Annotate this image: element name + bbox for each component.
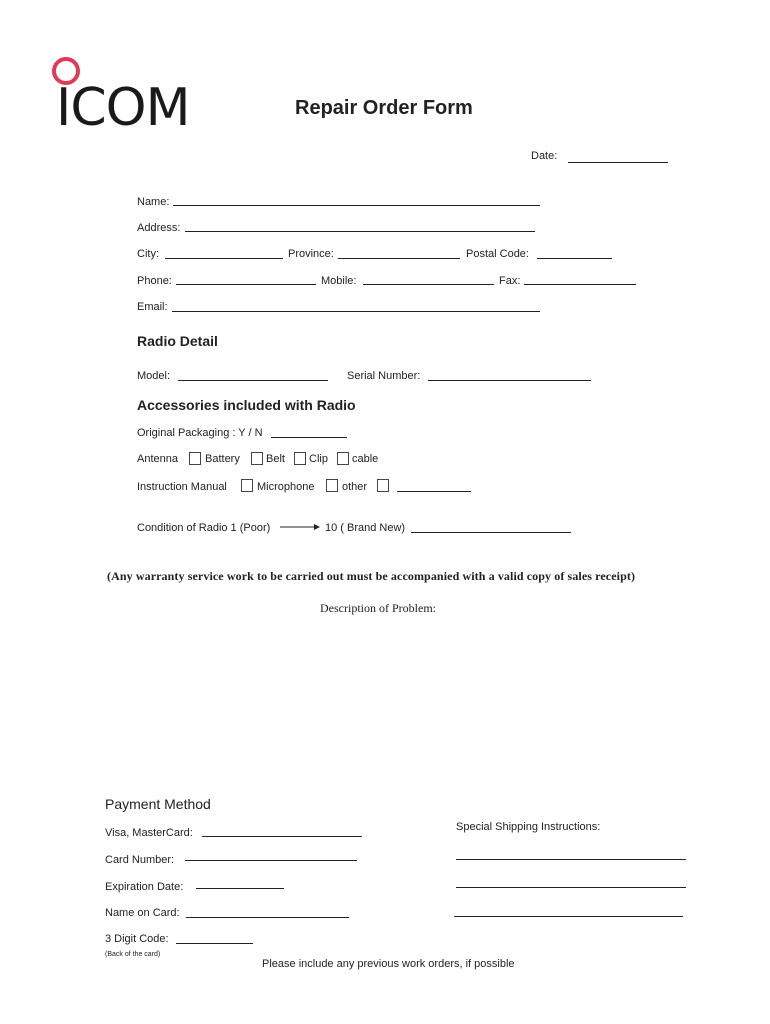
warranty-note: (Any warranty service work to be carried out must be accompanied with a valid copy of sales receipt): [107, 569, 636, 583]
battery-label: Battery: [205, 453, 240, 465]
serial-number-label: Serial Number:: [347, 370, 421, 382]
condition-end-label: 10 ( Brand New): [325, 522, 406, 534]
expiration-date-field[interactable]: [196, 888, 284, 889]
date-label: Date:: [531, 150, 558, 162]
accessories-heading: Accessories included with Radio: [137, 397, 356, 413]
address-field[interactable]: [185, 231, 535, 232]
province-label: Province:: [288, 248, 334, 260]
microphone-checkbox[interactable]: [326, 479, 338, 492]
description-area[interactable]: [105, 620, 665, 785]
model-label: Model:: [137, 370, 171, 382]
address-label: Address:: [137, 222, 181, 234]
logo-text: ICOM: [56, 78, 190, 138]
model-field[interactable]: [178, 380, 328, 381]
phone-field[interactable]: [176, 284, 316, 285]
city-field[interactable]: [165, 258, 283, 259]
cvv-field[interactable]: [176, 943, 253, 944]
card-type-label: Visa, MasterCard:: [105, 827, 193, 839]
email-label: Email:: [137, 301, 168, 313]
arrow-right-icon: [280, 522, 320, 532]
instruction-manual-checkbox[interactable]: [241, 479, 253, 492]
microphone-label: Microphone: [257, 481, 315, 493]
fax-label: Fax:: [499, 275, 521, 287]
radio-detail-heading: Radio Detail: [137, 333, 218, 349]
battery-checkbox[interactable]: [251, 452, 263, 465]
other-field[interactable]: [397, 491, 471, 492]
footer-note: Please include any previous work orders, if possible: [262, 958, 515, 970]
cable-label: cable: [352, 453, 379, 465]
cvv-label: 3 Digit Code:: [105, 933, 169, 945]
condition-field[interactable]: [411, 532, 571, 533]
card-type-field[interactable]: [202, 836, 362, 837]
phone-label: Phone:: [137, 275, 172, 287]
name-on-card-field[interactable]: [186, 917, 349, 918]
province-field[interactable]: [338, 258, 460, 259]
postal-code-field[interactable]: [537, 258, 612, 259]
original-packaging-field[interactable]: [271, 437, 347, 438]
belt-label: Belt: [266, 453, 285, 465]
payment-method-heading: Payment Method: [105, 796, 211, 812]
expiration-date-label: Expiration Date:: [105, 881, 184, 893]
card-number-field[interactable]: [185, 860, 357, 861]
serial-number-field[interactable]: [428, 380, 591, 381]
city-label: City:: [137, 248, 159, 260]
antenna-label: Antenna: [137, 453, 178, 465]
belt-checkbox[interactable]: [294, 452, 306, 465]
other-label: other: [342, 481, 368, 493]
clip-checkbox[interactable]: [337, 452, 349, 465]
cvv-note: (Back of the card): [105, 951, 161, 958]
antenna-checkbox[interactable]: [189, 452, 201, 465]
other-checkbox[interactable]: [377, 479, 389, 492]
mobile-label: Mobile:: [321, 275, 357, 287]
email-field[interactable]: [172, 311, 540, 312]
shipping-line-1[interactable]: [456, 859, 686, 860]
name-field[interactable]: [173, 205, 540, 206]
instruction-manual-label: Instruction Manual: [137, 481, 227, 493]
card-number-label: Card Number:: [105, 854, 175, 866]
shipping-instructions-label: Special Shipping Instructions:: [456, 821, 601, 833]
condition-start-label: Condition of Radio 1 (Poor): [137, 522, 271, 534]
name-on-card-label: Name on Card:: [105, 907, 180, 919]
original-packaging-label: Original Packaging : Y / N: [137, 427, 263, 439]
shipping-line-3[interactable]: [454, 916, 683, 917]
page-title: Repair Order Form: [295, 97, 473, 119]
name-label: Name:: [137, 196, 170, 208]
shipping-line-2[interactable]: [456, 887, 686, 888]
description-label: Description of Problem:: [320, 601, 436, 615]
date-field[interactable]: [568, 162, 668, 163]
fax-field[interactable]: [524, 284, 636, 285]
clip-label: Clip: [309, 453, 328, 465]
mobile-field[interactable]: [363, 284, 494, 285]
postal-code-label: Postal Code:: [466, 248, 529, 260]
